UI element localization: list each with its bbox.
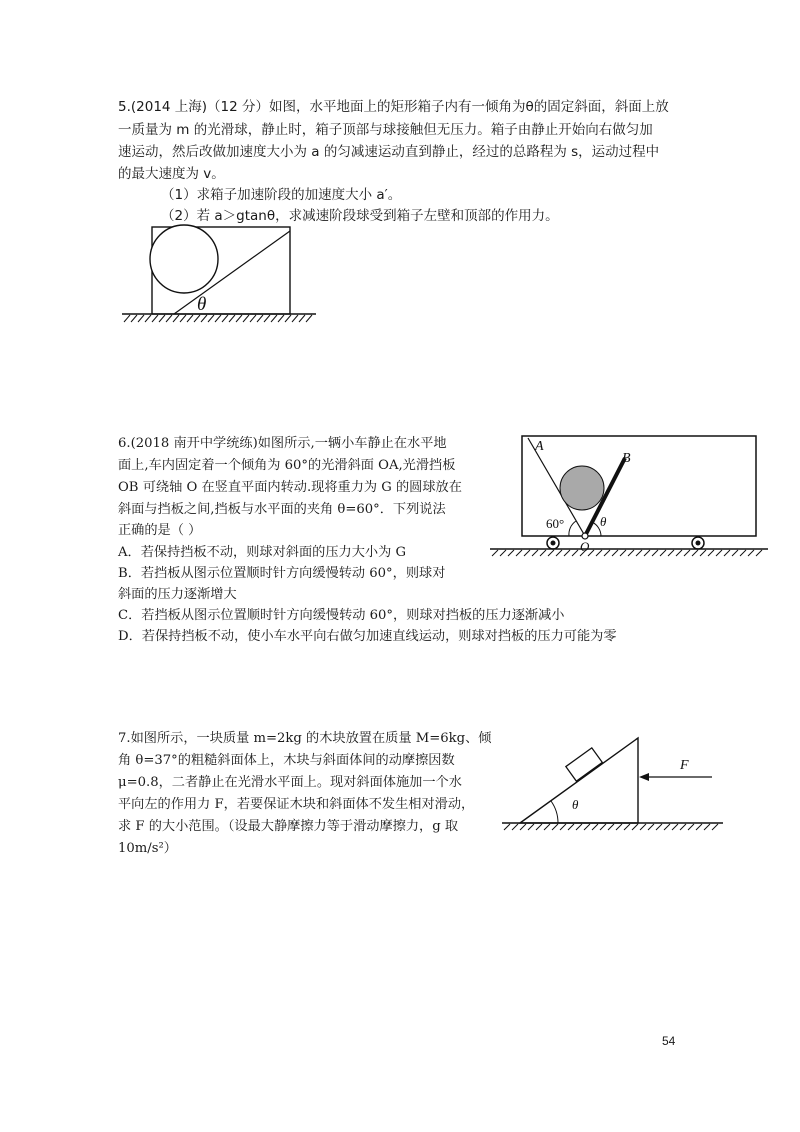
block — [566, 748, 602, 781]
ball — [150, 225, 218, 293]
label-b: B — [622, 451, 631, 466]
problem6-option-c: C．若挡板从图示位置顺时针方向缓慢转动 60°，则球对挡板的压力逐渐减小 — [118, 608, 565, 623]
page-number: 54 — [662, 1034, 676, 1048]
gray-ball — [560, 466, 604, 510]
problem5-line-4: 的最大速度为 v。 — [118, 166, 225, 182]
problem6-option-b-cont: 斜面的压力逐渐增大 — [118, 587, 237, 602]
wedge-figure — [500, 728, 725, 832]
angle-arc — [551, 801, 558, 823]
ground-hatch — [492, 550, 762, 556]
problem6-line-4: 斜面与挡板之间,挡板与水平面的夹角 θ=60°．下列说法 — [118, 502, 446, 517]
problem7-line-6: 10m/s²） — [118, 841, 177, 856]
cart-figure — [488, 430, 770, 560]
wheel-right — [692, 537, 704, 549]
problem6-option-b: B．若挡板从图示位置顺时针方向缓慢转动 60°，则球对 — [118, 566, 446, 581]
problem6-option-a: A．若保持挡板不动，则球对斜面的压力大小为 G — [118, 545, 406, 560]
problem6-line-5: 正确的是（ ） — [118, 523, 202, 538]
problem7-line-4: 平向左的作用力 F，若要保证木块和斜面体不发生相对滑动， — [118, 797, 475, 812]
ground-hatch — [504, 824, 718, 830]
wedge — [520, 738, 638, 823]
force-arrowhead — [639, 773, 649, 781]
problem7-line-3: μ=0.8，二者静止在光滑水平面上。现对斜面体施加一个水 — [118, 775, 462, 790]
label-60: 60° — [546, 516, 565, 531]
theta-label: θ — [197, 294, 207, 315]
problem6-line-1: 6.(2018 南开中学统练)如图所示,一辆小车静止在水平地 — [118, 436, 447, 451]
label-theta: θ — [600, 514, 607, 529]
angle-arc-60 — [569, 521, 576, 536]
box-incline-figure — [118, 222, 318, 324]
problem5-question-1: （1）求箱子加速阶段的加速度大小 a′。 — [161, 187, 402, 203]
theta-label: θ — [572, 797, 579, 812]
problem7-line-1: 7.如图所示，一块质量 m=2kg 的木块放置在质量 M=6kg、倾 — [118, 731, 492, 746]
problem5-question-2: （2）若 a＞gtanθ，求减速阶段球受到箱子左壁和顶部的作用力。 — [161, 208, 559, 224]
force-label: F — [680, 758, 689, 773]
problem6-line-3: OB 可绕轴 O 在竖直平面内转动.现将重力为 G 的圆球放在 — [118, 480, 462, 495]
problem5-line-1: 5.(2014 上海)（12 分）如图，水平地面上的矩形箱子内有一倾角为θ的固定斜面，斜面上放 — [118, 99, 669, 115]
problem7-line-2: 角 θ=37°的粗糙斜面体上，木块与斜面体间的动摩擦因数 — [118, 753, 455, 768]
problem6-option-d: D．若保持挡板不动，使小车水平向右做匀加速直线运动，则球对挡板的压力可能为零 — [118, 629, 617, 644]
problem6-line-2: 面上,车内固定着一个倾角为 60°的光滑斜面 OA,光滑挡板 — [118, 458, 456, 473]
problem5-line-3: 速运动，然后改做加速度大小为 a 的匀减速运动直到静止，经过的总路程为 s，运动过程中 — [118, 144, 660, 160]
wheel-left — [547, 537, 559, 549]
label-o: O — [580, 539, 590, 554]
problem7-line-5: 求 F 的大小范围。（设最大静摩擦力等于滑动摩擦力，g 取 — [118, 819, 459, 834]
label-a: A — [535, 439, 544, 454]
problem5-line-2: 一质量为 m 的光滑球，静止时，箱子顶部与球接触但无压力。箱子由静止开始向右做匀加 — [118, 122, 653, 138]
ground-hatch — [124, 315, 312, 322]
